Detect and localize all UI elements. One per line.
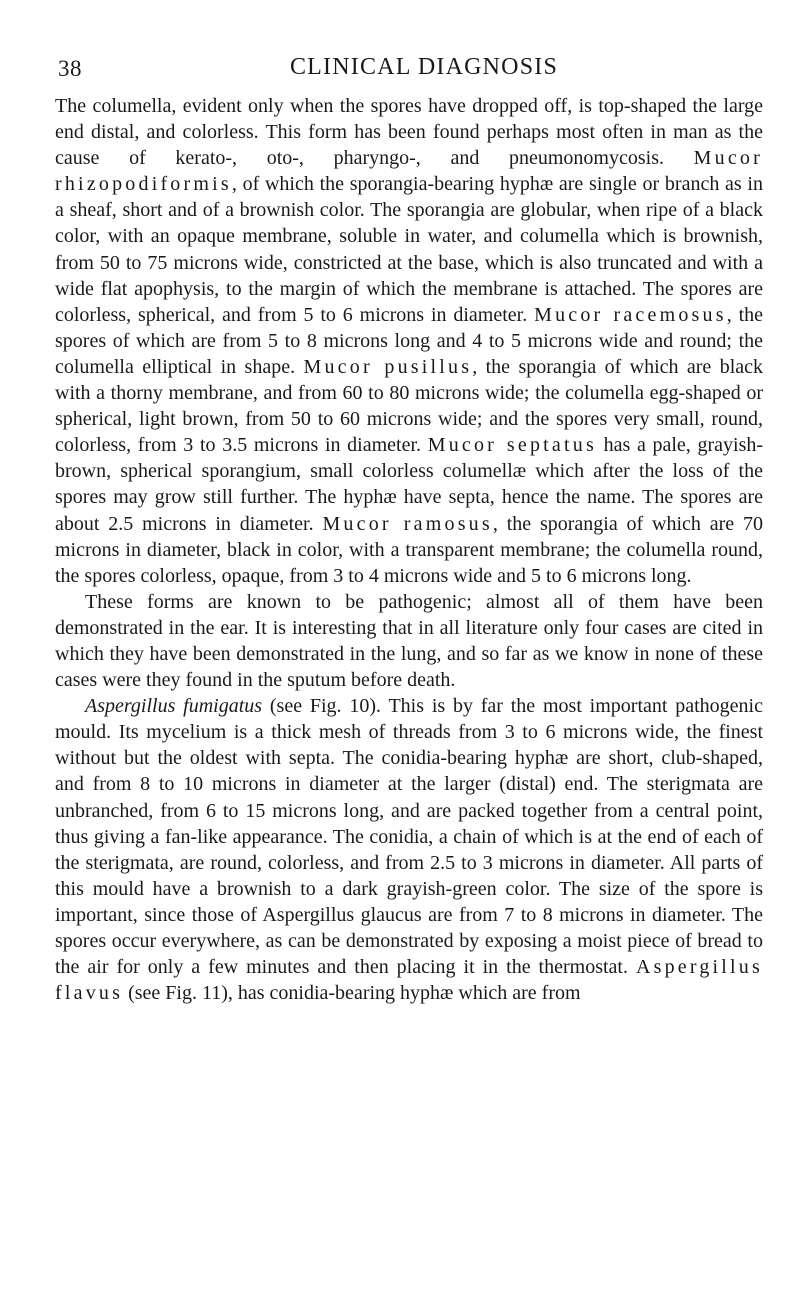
text-run: , the sporangia of which are 70 microns in diameter, black in color, with a transparent membrane; the columella round, the spores colorless, opaque, from 3 to 4 microns wide and 5 to 6 microns long.: [55, 512, 764, 587]
species-name: Mucor pusillus: [303, 355, 473, 378]
text-run: , the sporangia of which are black with a thorny membrane, and from 60 to 80 microns wide; the columella egg-shaped or spherical, light brown, from 50 to 60 microns wide; and the spores very small, round, colorless, from 3 to 3.5 microns in diameter.: [55, 355, 764, 457]
species-name: Aspergillus flavus: [55, 956, 763, 1005]
pathogenic-paragraph: [55, 589, 763, 693]
species-name: Mucor ramosus: [322, 512, 493, 535]
page-number: 38: [58, 56, 82, 81]
page-header: [54, 48, 754, 84]
text-run: , of which the sporangia-bearing hyphæ are single or branch as in a sheaf, short and of a brownish color. The sporangia are globular, when ripe of a black color, with an opaque membrane, soluble in water, and columella which is brownish, from 50 to 75 microns wide, constricted at the base, which is also truncated and with a wide flat apophysis, to the margin of which the membrane is attached. The spores are colorless, spherical, and from 5 to 6 microns in diameter.: [55, 173, 763, 326]
body-text: [55, 93, 763, 1006]
text-run: These forms are known to be pathogenic; almost all of them have been demonstrated in the ear. It is interesting that in all literature only four cases are cited in which they have been demonstrated in the lung, and so far as we know in none of these cases were they found in the sputum before death.: [55, 590, 763, 692]
species-name: Mucor racemosus: [534, 303, 727, 326]
text-run: has a pale, grayish-brown, spherical sporangium, small colorless columellæ which after the loss of the spores may grow still further. The hyphæ have septa, hence the name. The spores are about 2.5 microns in diameter.: [55, 434, 764, 535]
species-name-italic: Aspergillus fumigatus: [85, 695, 263, 718]
running-head: CLINICAL DIAGNOSIS: [289, 54, 559, 80]
text-run: , the spores of which are from 5 to 8 microns long and 4 to 5 microns wide and round; the columella elliptical in shape.: [55, 303, 764, 378]
mucor-paragraph: [55, 93, 763, 589]
species-name: Mucor septatus: [427, 434, 597, 457]
species-name: Mucor rhizopodiformis: [55, 147, 763, 196]
text-run: (see Fig. 10). This is by far the most important pathogenic mould. Its mycelium is a thick mesh of threads from 3 to 6 microns wide, the finest without but the oldest with septa. The conidia-bearing hyphæ are short, club-shaped, and from 8 to 10 microns in diameter at the larger (distal) end. The sterigmata are unbranched, from 6 to 15 microns long, and are packed together from a central point, thus giving a fan-like appearance. The conidia, a chain of which is at the end of each of the sterigmata, are round, colorless, and from 2.5 to 3 microns in diameter. All parts of this mould have a brownish to a dark grayish-green color. The size of the spore is important, since those of Aspergillus glaucus are from 7 to 8 microns in diameter. The spores occur everywhere, as can be demonstrated by exposing a moist piece of bread to the air for only a few minutes and then placing it in the thermostat.: [55, 695, 763, 979]
aspergillus-paragraph: [55, 693, 763, 1006]
text-run: The columella, evident only when the spores have dropped off, is top-shaped the large end distal, and colorless. This form has been found perhaps most often in man as the cause of kerato-, oto-, pharyngo-, and pneumonomycosis.: [55, 95, 763, 170]
text-run: (see Fig. 11), has conidia-bearing hyphæ which are from: [123, 982, 581, 1005]
